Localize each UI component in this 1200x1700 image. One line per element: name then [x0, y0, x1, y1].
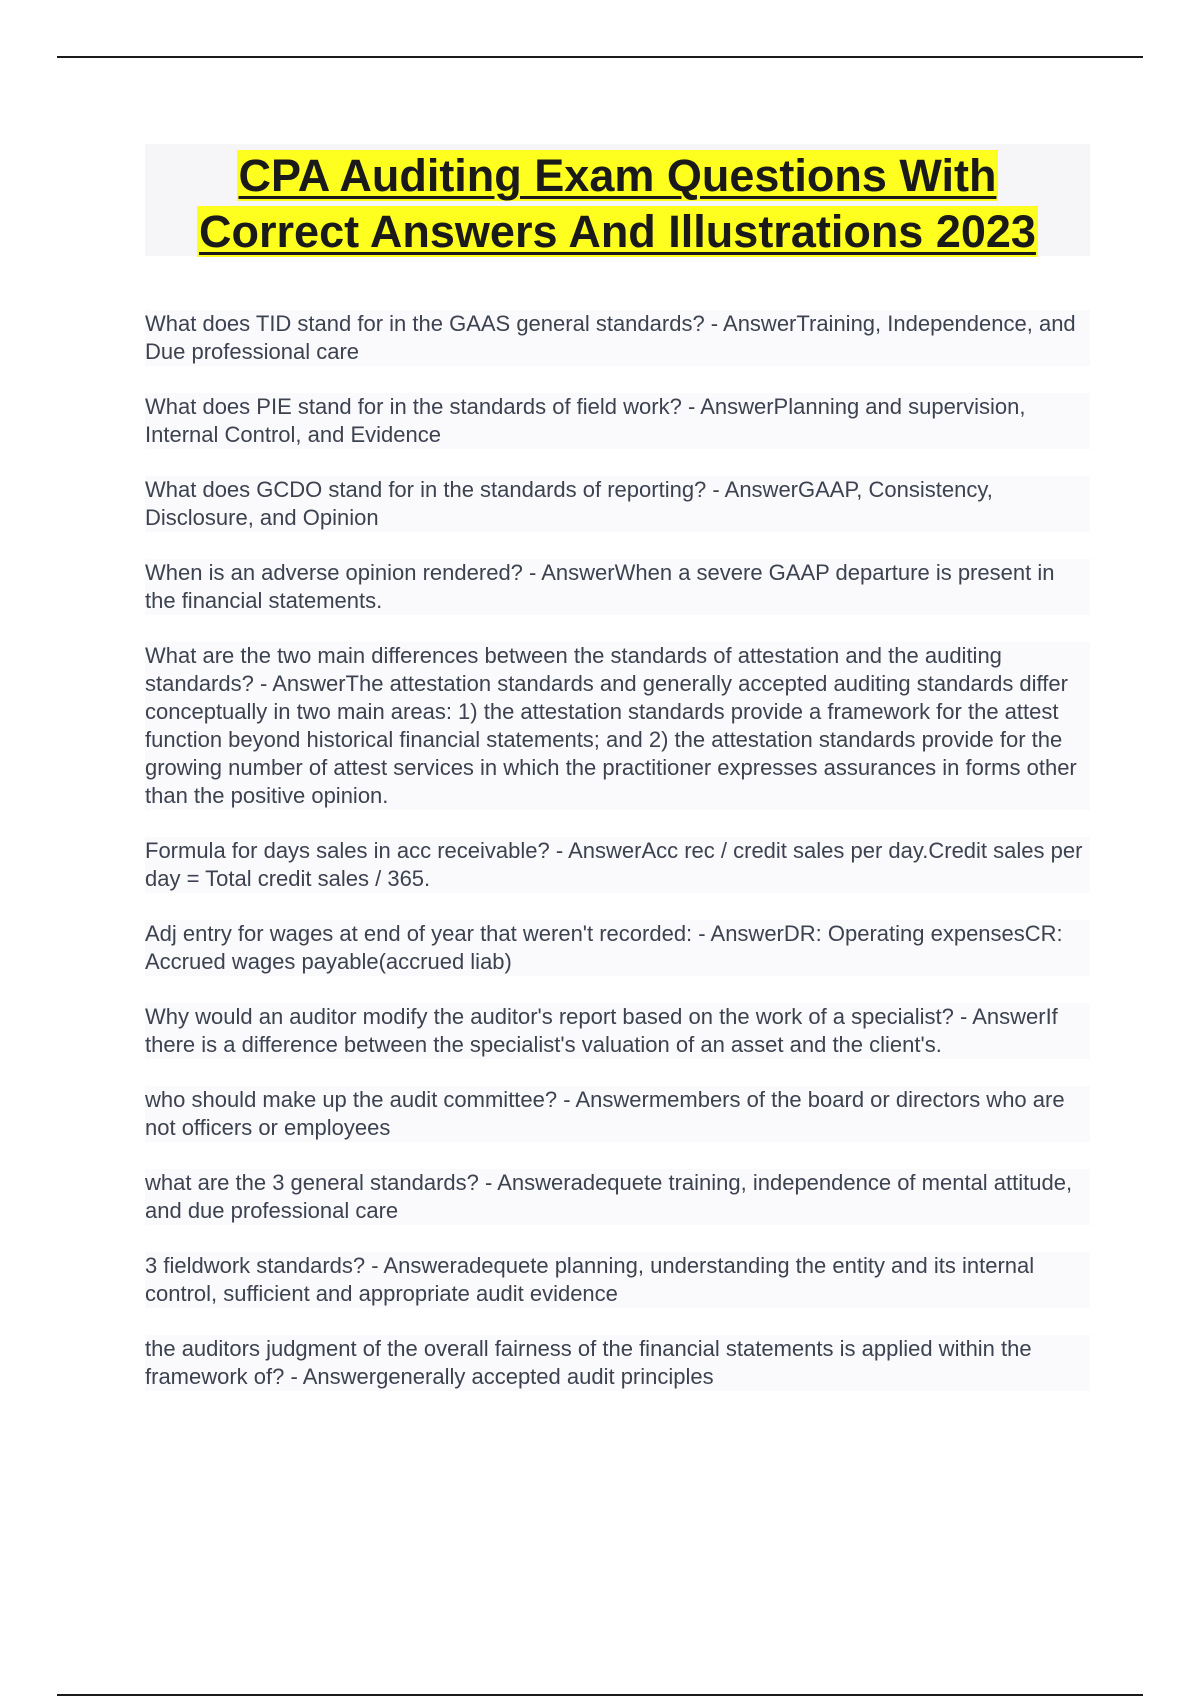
question-text: Formula for days sales in acc receivable? - — [145, 838, 569, 863]
question-text: who should make up the audit committee? - — [145, 1087, 576, 1112]
answer-text: Planning and supervision, Internal Control, and Evidence — [145, 394, 1026, 447]
question-text: What does GCDO stand for in the standards of reporting? - — [145, 477, 725, 502]
page-title — [145, 144, 1090, 260]
answer-prefix: Answer — [724, 477, 798, 502]
question-text: What are the two main differences between the standards of attestation and the auditing standards? - — [145, 643, 1002, 696]
qa-item — [145, 1335, 1090, 1391]
answer-prefix: Answer — [541, 560, 615, 585]
bottom-rule — [57, 1694, 1143, 1696]
question-text: what are the 3 general standards? - — [145, 1170, 498, 1195]
answer-text: Acc rec / credit sales per day.Credit sales per day = Total credit sales / 365. — [145, 838, 1083, 891]
answer-text: Training, Independence, and Due professional care — [145, 311, 1076, 364]
qa-item — [145, 476, 1090, 532]
answer-prefix: Answer — [972, 1004, 1046, 1029]
answer-prefix: Answer — [723, 311, 797, 336]
answer-text: When a severe GAAP departure is present in the financial statements. — [145, 560, 1055, 613]
answer-text: generally accepted audit principles — [376, 1364, 714, 1389]
answer-prefix: Answer — [700, 394, 774, 419]
qa-item — [145, 1086, 1090, 1142]
qa-item — [145, 1169, 1090, 1225]
question-text: What does TID stand for in the GAAS general standards? - — [145, 311, 724, 336]
qa-item — [145, 310, 1090, 366]
question-text: What does PIE stand for in the standards of field work? - — [145, 394, 701, 419]
question-text: When is an adverse opinion rendered? - — [145, 560, 542, 585]
answer-text: adequete planning, understanding the entity and its internal control, sufficient and appropriate audit evidence — [145, 1253, 1035, 1306]
answer-prefix: Answer — [710, 921, 784, 946]
answer-prefix: Answer — [302, 1364, 377, 1389]
qa-item — [145, 559, 1090, 615]
qa-item — [145, 837, 1090, 893]
title-line-1: CPA Auditing Exam Questions With — [238, 150, 997, 201]
top-rule — [57, 56, 1143, 58]
qa-item — [145, 1003, 1090, 1059]
answer-prefix: Answer — [568, 838, 642, 863]
answer-text: The attestation standards and generally accepted auditing standards differ conceptually in two main areas: 1) the attestation standards provide a framework for the attest function beyond historical financial statements; and 2) the attestation standards provide for the growing number of attest services in which the practitioner expresses assurances in forms other than the positive opinion. — [145, 671, 1077, 808]
question-text: the auditors judgment of the overall fairness of the financial statements is applied within the framework of? - — [145, 1336, 1032, 1389]
answer-prefix: Answer — [272, 671, 346, 696]
answer-text: GAAP, Consistency, Disclosure, and Opinion — [145, 477, 993, 530]
answer-text: DR: Operating expensesCR: Accrued wages payable(accrued liab) — [145, 921, 1063, 974]
qa-item — [145, 393, 1090, 449]
question-text: 3 fieldwork standards? - — [145, 1253, 384, 1278]
qa-item — [145, 920, 1090, 976]
question-text: Why would an auditor modify the auditor's report based on the work of a specialist? - — [145, 1004, 973, 1029]
answer-prefix: Answer — [497, 1170, 571, 1195]
answer-text: members of the board or directors who are not officers or employees — [145, 1087, 1065, 1140]
title-block — [145, 144, 1090, 256]
question-text: Adj entry for wages at end of year that weren't recorded: - — [145, 921, 711, 946]
answer-prefix: Answer — [383, 1253, 457, 1278]
qa-item — [145, 642, 1090, 810]
answer-text: If there is a difference between the specialist's valuation of an asset and the client's. — [145, 1004, 1058, 1057]
qa-item — [145, 1252, 1090, 1308]
title-line-2: Correct Answers And Illustrations 2023 — [199, 206, 1036, 257]
qa-list — [145, 310, 1090, 1418]
answer-prefix: Answer — [575, 1087, 649, 1112]
answer-text: adequete training, independence of mental attitude, and due professional care — [145, 1170, 1073, 1223]
